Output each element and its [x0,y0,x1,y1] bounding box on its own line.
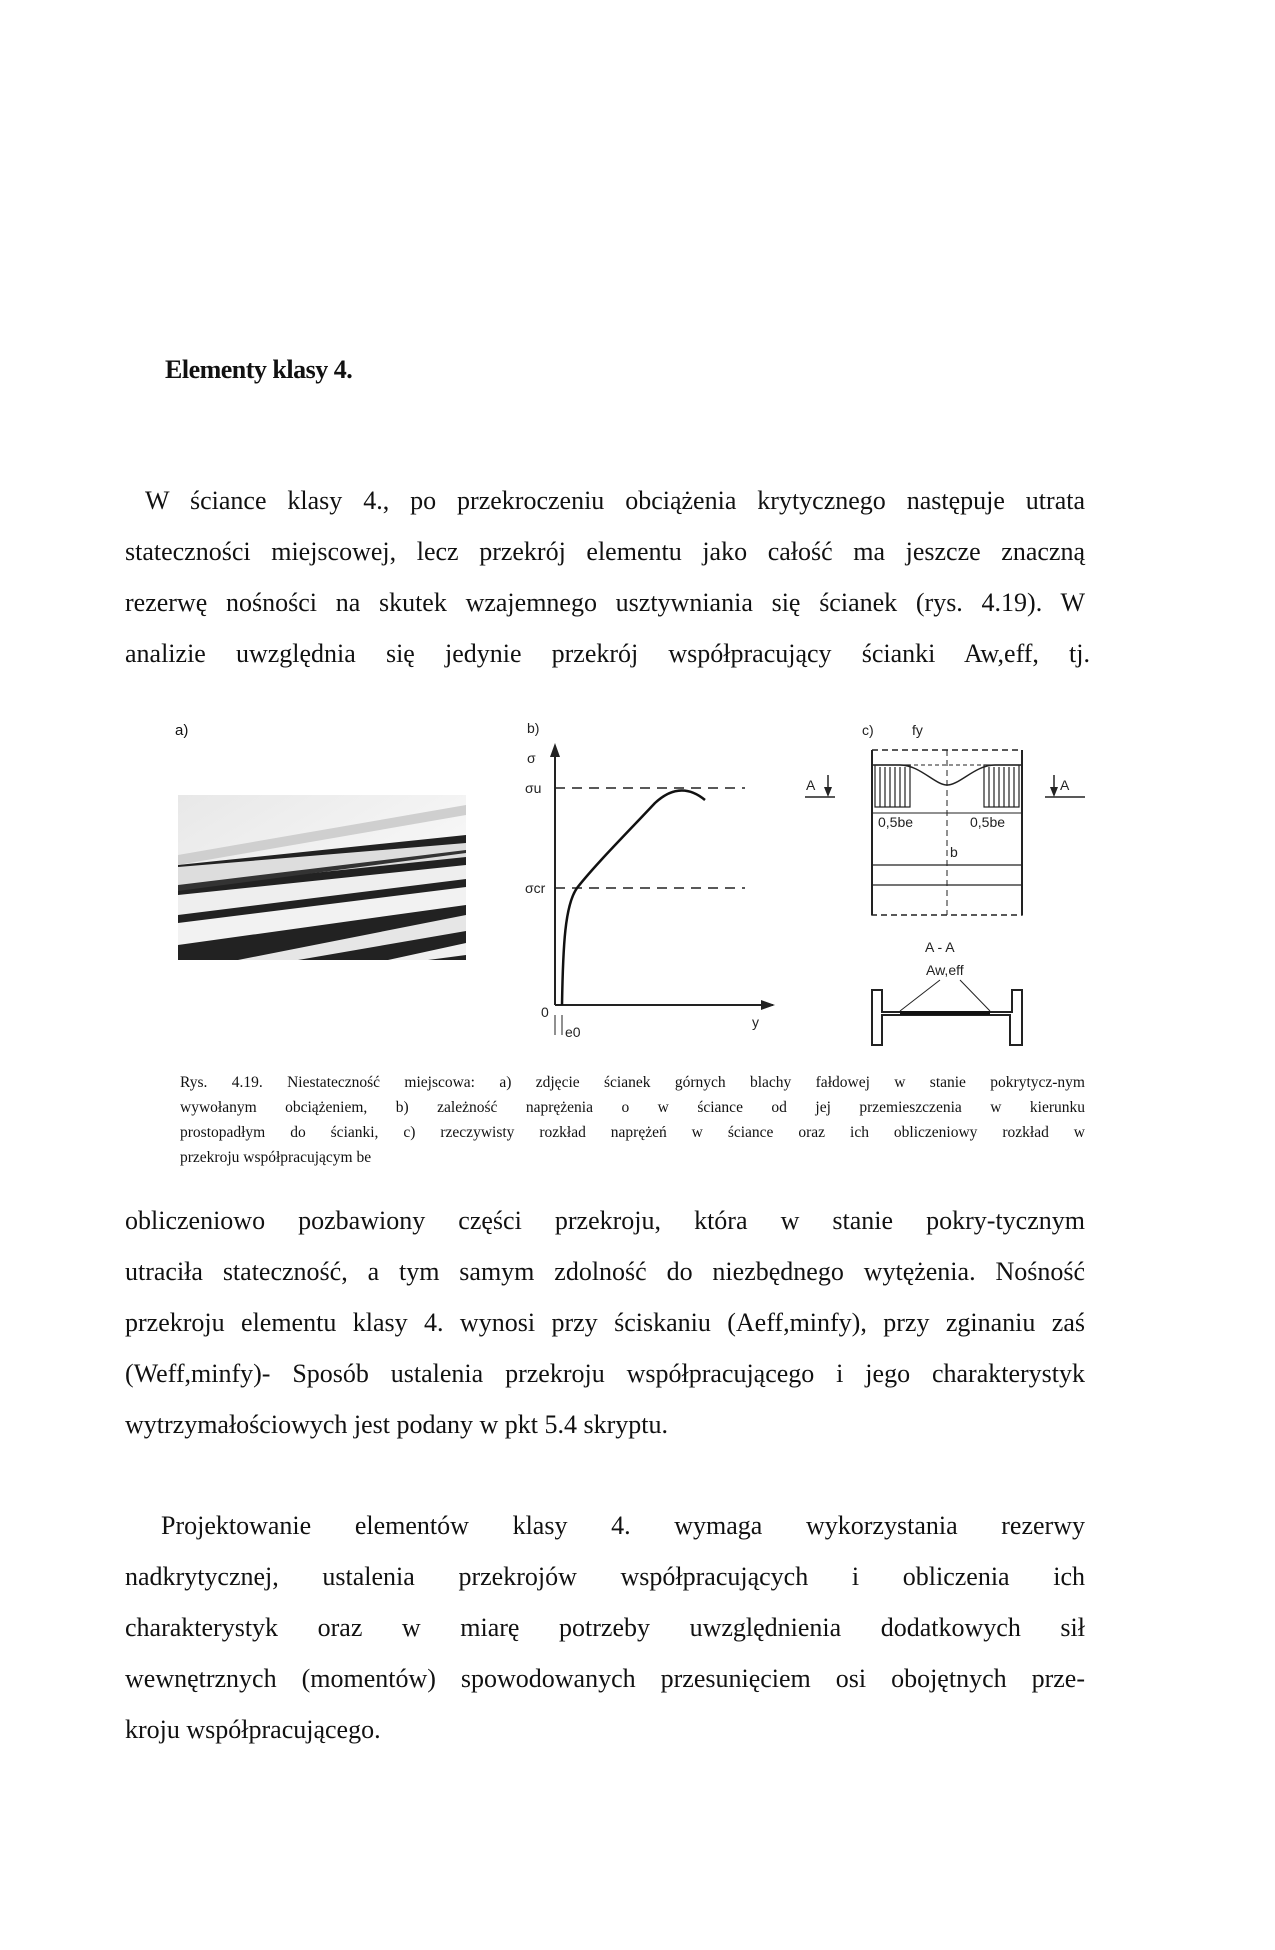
effective-stress-hatching-left [875,765,910,807]
effective-stress-hatching-right [984,765,1019,807]
paragraph-line: W ściance klasy 4., po przekroczeniu obciążenia krytycznego następuje utrata [145,486,1085,515]
figure-caption [180,1070,1085,1170]
paragraph-1 [125,475,1090,679]
caption-line: przekroju współpracującym be [180,1149,372,1166]
section-mark-left: A [806,777,816,793]
paragraph-line: obliczeniowo pozbawiony części przekroju, która w stanie pokry-tycznym [125,1206,1085,1235]
arrow-down-right-icon [1050,787,1058,797]
paragraph-line: rezerwę nośności na skutek wzajemnego usztywniania się ścianek (rys. 4.19). W [125,588,1085,617]
width-b-label: b [950,844,958,860]
figure-a [175,722,188,740]
figure-a-label: a) [175,722,189,739]
caption-line: Rys. 4.19. Niestateczność miejscowa: a) zdjęcie ścianek górnych blachy fałdowej w stanie pokrytycz-nym [180,1074,1085,1091]
y-axis-label: y [752,1014,759,1030]
paragraph-line: utraciła stateczność, a tym samym zdolność do niezbędnego wytężenia. Nośność [125,1257,1085,1286]
origin-label: 0 [541,1004,549,1020]
sigma-cr-label: σcr [525,880,546,896]
effective-width-right-label: 0,5be [970,814,1006,830]
figure-b-graph [505,715,775,1040]
paragraph-line: stateczności miejscowej, lecz przekrój elementu jako całość ma jeszcze znaczną [125,537,1085,566]
corrugated-sheet-photo [178,795,466,960]
figure-c-section [800,715,1100,1050]
section-aa-label: A - A [925,939,955,955]
stress-curve [562,790,705,1005]
paragraph-line: charakterystyk oraz w miarę potrzeby uwzględnienia dodatkowych sił [125,1613,1085,1642]
aweff-label: Aw,eff [926,962,964,978]
caption-line: wywołanym obciążeniem, b) zależność naprężenia o w ściance od jej przemieszczenia w kierunku [180,1099,1085,1116]
sigma-axis-label: σ [527,750,536,766]
section-heading: Elementy klasy 4. [165,355,353,384]
paragraph-line: Projektowanie elementów klasy 4. wymaga wykorzystania rezerwy [161,1511,1085,1540]
paragraph-line: kroju współpracującego. [125,1715,381,1744]
effective-width-left-label: 0,5be [878,814,914,830]
paragraph-line: wytrzymałościowych jest podany w pkt 5.4 skryptu. [125,1410,669,1439]
i-section-outline [872,990,1022,1045]
section-mark-right: A [1060,777,1070,793]
sigma-u-label: σu [525,780,542,796]
figure-c-label: c) [862,722,874,738]
paragraph-line: przekroju elementu klasy 4. wynosi przy ściskaniu (Aeff,minfy), przy zginaniu zaś [125,1308,1085,1337]
paragraph-line: nadkrytycznej, ustalenia przekrojów współpracujących i obliczenia ich [125,1562,1085,1591]
e0-label: e0 [565,1024,581,1040]
paragraph-line: wewnętrznych (momentów) spowodowanych przesunięciem osi obojętnych prze- [125,1664,1085,1693]
caption-line: prostopadłym do ścianki, c) rzeczywisty rozkład naprężeń w ściance oraz ich obliczeniowy rozkład w [180,1124,1085,1141]
arrow-down-left-icon [824,787,832,797]
paragraph-line: (Weff,minfy)- Sposób ustalenia przekroju współpracującego i jego charakterystyk [125,1359,1085,1388]
paragraph-3 [125,1500,1085,1755]
paragraph-line: analizie uwzględnia się jedynie przekrój współpracujący ścianki Aw,eff, tj. [125,639,1090,668]
vertical-axis-arrow [550,743,560,757]
figure-b-label: b) [527,720,540,736]
paragraph-2 [125,1195,1085,1450]
fy-label: fy [912,722,923,738]
horizontal-axis-arrow [761,1000,775,1010]
